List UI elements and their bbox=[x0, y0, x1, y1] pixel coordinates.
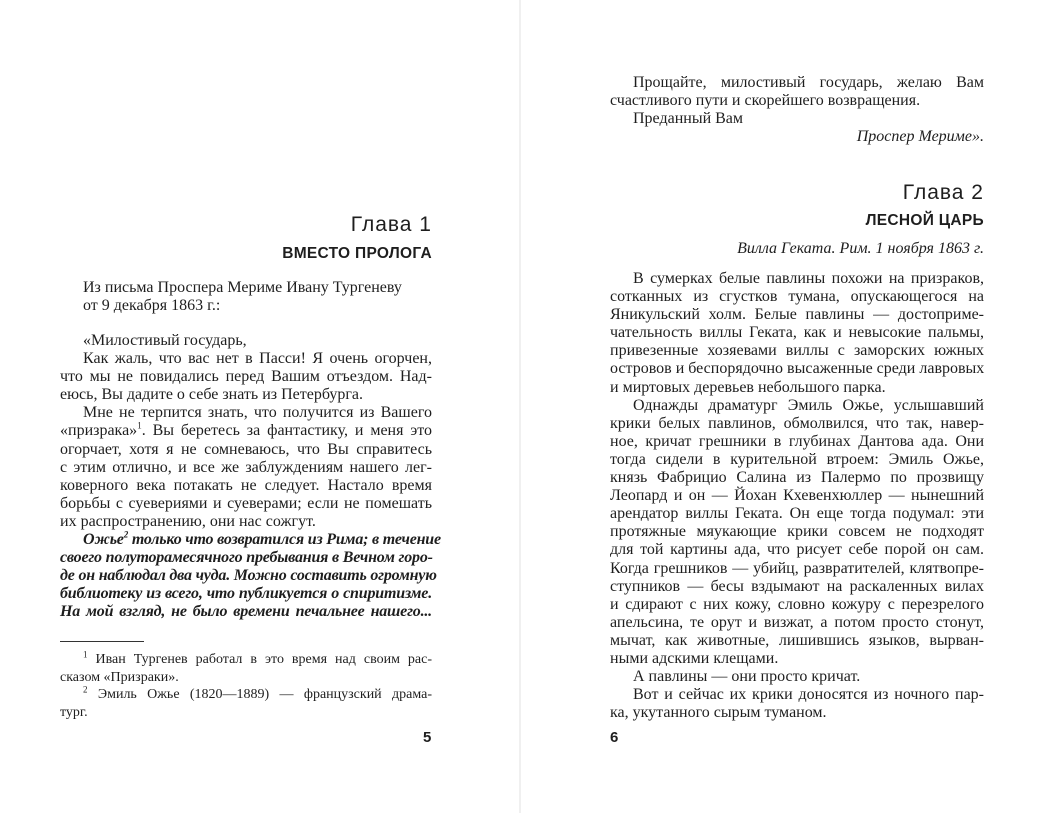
footnote-text: Эмиль Ожье (1820—1889) — французский драма- bbox=[97, 687, 432, 702]
left-page bbox=[0, 0, 519, 813]
chapter-number: Глава 2 bbox=[902, 181, 984, 204]
page-number: 6 bbox=[610, 729, 619, 746]
text-fragment: «призрака» bbox=[60, 422, 138, 440]
text-line: с этим отлично, и все же заблуждениям нашего лег- bbox=[60, 458, 432, 476]
text-line: Леопард и он — Йохан Кхевенхюллер — нынешний bbox=[610, 487, 984, 505]
text-line: На мой взгляд, не было времени печальнее нашего... bbox=[60, 603, 432, 621]
text-line: тогда сидели в курительной втроем: Эмиль Ожье, bbox=[610, 450, 984, 468]
epigraph bbox=[83, 279, 423, 315]
footnotes bbox=[60, 651, 432, 721]
text-line: Когда грешников — убийц, развратителей, клятвопре- bbox=[610, 559, 984, 577]
text-line: Прощайте, милостивый государь, желаю Вам bbox=[633, 74, 984, 91]
footnote-text: Иван Тургенев работал в это время над своим рас- bbox=[95, 652, 433, 667]
footnote-line bbox=[60, 651, 432, 669]
text-line: протяжные мяукающие крики совсем не подходят bbox=[610, 523, 984, 541]
text-line: Вот и сейчас их крики доносятся из ночного пар- bbox=[633, 686, 984, 704]
text-line: ными адскими клещами. bbox=[610, 649, 779, 667]
text-line: Как жаль, что вас нет в Пасси! Я очень огорчен, bbox=[83, 350, 432, 368]
text-line: чательность виллы Геката, как и невысокие пальмы, bbox=[610, 324, 984, 342]
text-line: островов и беспорядочно высаженные среди лавровых bbox=[610, 360, 985, 378]
text-line: ступников — бесы вздымают на раскаленных вилах bbox=[610, 577, 984, 595]
chapter-body bbox=[610, 270, 984, 722]
footnote-line: тург. bbox=[60, 704, 88, 720]
text-line: князь Фабрицио Салина из Палермо по прозвищу bbox=[610, 469, 984, 487]
footnote-line bbox=[60, 686, 432, 704]
text-line bbox=[60, 422, 432, 440]
text-line: Преданный Вам bbox=[633, 110, 744, 128]
text-line: сотканных из сгустков тумана, опускающегося на bbox=[610, 288, 984, 306]
text-line: де он наблюдал два чуда. Можно составить огромную bbox=[60, 567, 437, 585]
text-line: Яникульский холм. Белые павлины — достоприме- bbox=[610, 306, 984, 324]
text-line: ка, укутанного сырым туманом. bbox=[610, 704, 827, 722]
dateline: Вилла Геката. Рим. 1 ноября 1863 г. bbox=[737, 240, 984, 257]
text-line: ное, кричат грешники в глубинах Дантова ада. Они bbox=[610, 432, 984, 450]
right-page bbox=[521, 0, 1040, 813]
letter-ending bbox=[610, 74, 984, 146]
footnote-line: сказом «Призраки». bbox=[60, 669, 179, 685]
text-line: своего полуторамесячного пребывания в Вечном горо- bbox=[60, 549, 433, 567]
text-line: еюсь, Вы дадите о себе знать из Петербурга. bbox=[60, 386, 364, 404]
text-line: мычат, как животные, лишившись языков, вырван- bbox=[610, 631, 984, 649]
text-line: В сумерках белые павлины похожи на призраков, bbox=[633, 270, 984, 287]
text-line: борьбы с суевериями и суеверами; если не помешать bbox=[60, 494, 432, 512]
text-line: библиотеку из всего, что публикуется о спиритизме. bbox=[60, 585, 432, 603]
text-line: Однажды драматург Эмиль Ожье, услышавший bbox=[633, 396, 984, 414]
text-line bbox=[60, 529, 441, 549]
chapter-number: Глава 1 bbox=[350, 213, 432, 236]
text-line: счастливого пути и скорейшего возвращения. bbox=[610, 92, 921, 110]
epigraph-line: Из письма Проспера Мериме Ивану Тургеневу bbox=[83, 279, 402, 296]
page-number: 5 bbox=[423, 729, 432, 746]
footnote-ref: 2 bbox=[123, 529, 129, 540]
text-fragment: Ожье bbox=[83, 531, 124, 549]
text-line: привезенные хозяевами виллы с заморских южных bbox=[610, 342, 984, 360]
text-fragment: . Вы беретесь за фантастику, и меня это bbox=[141, 422, 432, 440]
chapter-title: ЛЕСНОЙ ЦАРЬ bbox=[865, 212, 984, 229]
text-line: арендатор виллы Геката. Он еще тогда подумал: эти bbox=[610, 505, 984, 523]
epigraph-line: от 9 декабря 1863 г.: bbox=[83, 297, 221, 315]
text-line: и сдирают с них кожу, словно кожуру с перезрелого bbox=[610, 595, 984, 613]
footnote-mark: 2 bbox=[83, 684, 88, 695]
text-line: апельсина, те орут и визжат, а потом просто стонут, bbox=[610, 613, 984, 631]
text-line: что мы не повидались перед Вашим отъездом. Над- bbox=[60, 368, 432, 386]
footnote-separator bbox=[60, 641, 144, 642]
text-line: огорчает, хотя я не сомневаюсь, что Вы справитесь bbox=[60, 440, 432, 458]
text-line: для той картины ада, что рисует себе порой он сам. bbox=[610, 541, 984, 559]
chapter-title: ВМЕСТО ПРОЛОГА bbox=[282, 245, 432, 262]
text-line: их распространению, они нас сожгут. bbox=[60, 512, 316, 530]
letter-text bbox=[60, 332, 441, 622]
text-line: крики белых павлинов, обмолвился, что так, навер- bbox=[610, 414, 984, 432]
dateline-block bbox=[610, 240, 984, 258]
text-line: Мне не терпится знать, что получится из Вашего bbox=[83, 404, 432, 422]
text-line: и миртовых деревьев небольшого парка. bbox=[610, 378, 886, 396]
text-line: А павлины — они просто кричат. bbox=[633, 668, 861, 686]
footnote-mark: 1 bbox=[83, 649, 88, 660]
text-fragment: только что возвратился из Рима; в течение bbox=[128, 531, 441, 549]
text-line: «Милостивый государь, bbox=[83, 332, 247, 349]
text-line: коверного века потакать не следует. Настало время bbox=[60, 476, 432, 494]
signature: Проспер Мериме». bbox=[856, 128, 984, 146]
footnote-ref: 1 bbox=[137, 421, 142, 432]
